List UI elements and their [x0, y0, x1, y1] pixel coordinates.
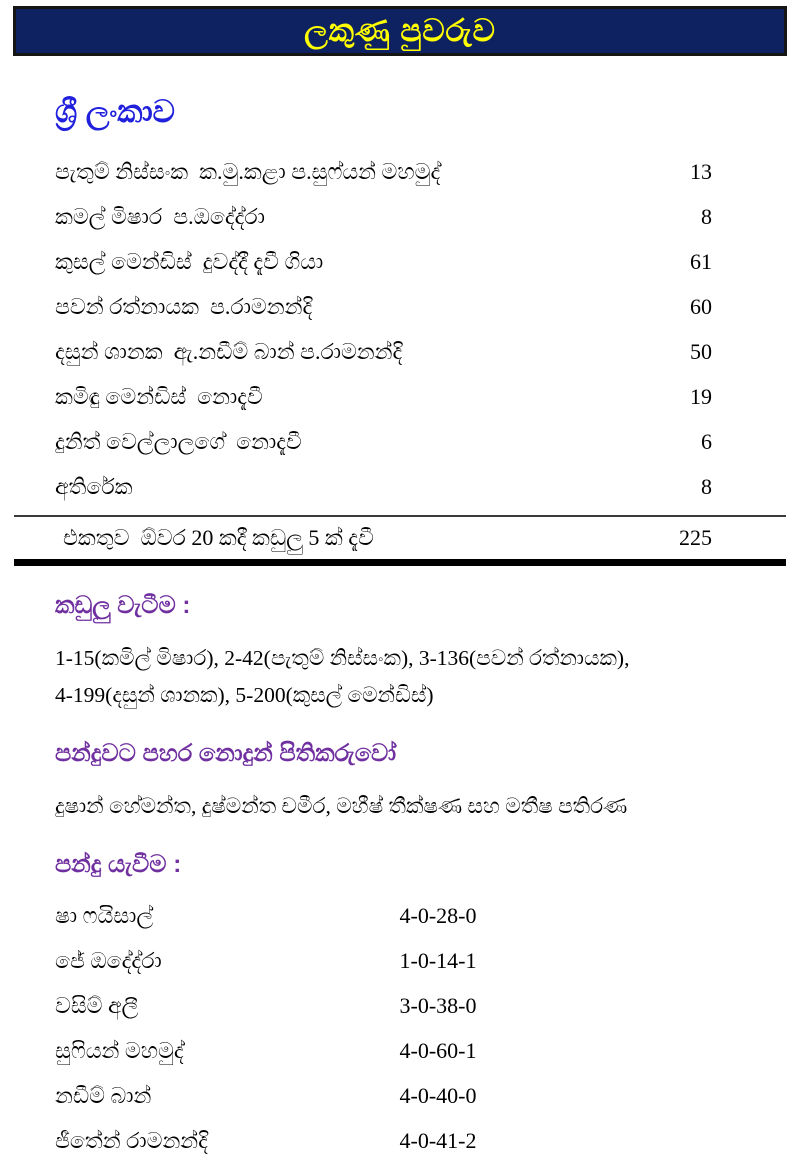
batting-row	[0, 329, 800, 374]
batsman-runs: 50	[690, 338, 712, 364]
batsman-runs: 61	[690, 248, 712, 274]
extras-runs: 8	[701, 473, 712, 499]
bowling-row	[0, 893, 800, 938]
bowling-row	[0, 1118, 800, 1163]
total-section	[14, 515, 786, 566]
batting-row-extras	[0, 464, 800, 509]
bowler-figures: 3-0-38-0	[399, 992, 477, 1018]
batsman-dismissal-text: පවන් රත්නායක ප.රාමනන්දි	[55, 293, 313, 319]
bowler-figures: 4-0-60-1	[399, 1037, 477, 1063]
fall-of-wickets-text	[55, 640, 745, 714]
bowling-row	[0, 938, 800, 983]
bowler-name: ෂා ෆයිසාල්	[55, 902, 154, 928]
batsman-dismissal-text: කුසල් මෙන්ඩිස් දුවද්දී දැවී ගියා	[55, 248, 324, 274]
batting-row	[0, 149, 800, 194]
batsman-dismissal-text: කමල් මිෂාර ප.ඔදේද්රා	[55, 203, 265, 229]
batsman-runs: 19	[690, 383, 712, 409]
bowling-row	[0, 983, 800, 1028]
bowler-name: සුෆියන් මහමුද්	[55, 1037, 184, 1063]
batting-row	[0, 419, 800, 464]
total-runs: 225	[679, 525, 712, 550]
batsman-dismissal-text: දුනිත් වෙල්ලාලගේ නොදැවී	[55, 428, 302, 454]
total-label: එකතුව ඕවර 20 කදී කඩුලු 5 ක් දැවී	[63, 525, 374, 550]
bowler-name: ජීතේන් රාමනන්දි	[55, 1127, 208, 1153]
bowler-figures: 4-0-40-0	[399, 1082, 477, 1108]
bowler-figures: 4-0-41-2	[399, 1127, 477, 1153]
bowling-scorecard	[0, 893, 800, 1163]
batting-row	[0, 284, 800, 329]
batting-scorecard	[0, 149, 800, 509]
scoreboard-header-bar	[13, 6, 787, 56]
did-not-bat-names: දුෂාන් හේමන්ත, දුෂ්මන්ත චමීර, මහීෂ් තීක්ෂණ සහ මතීෂ පතිරණ	[55, 794, 628, 818]
bowler-figures: 1-0-14-1	[399, 947, 477, 973]
bowling-row	[0, 1073, 800, 1118]
bowler-name: ජේ ඔදේද්රා	[55, 947, 162, 973]
fall-of-wickets-heading: කඩුලු වැටීම :	[55, 592, 191, 619]
batsman-runs: 6	[701, 428, 712, 454]
extras-label: අතිරේක	[55, 473, 133, 499]
fall-of-wickets-line-2: 4-199(දසුන් ශානක), 5-200(කුසල් මෙන්ඩිස්)	[55, 683, 434, 707]
batting-row	[0, 239, 800, 284]
batsman-runs: 13	[690, 158, 712, 184]
fall-of-wickets-line-1: 1-15(කමිල් මිෂාර), 2-42(පැතුම් නිස්සංක), 3-136(පවන් රත්නායක),	[55, 646, 630, 670]
bowler-name: නඩීම් බාන්	[55, 1082, 152, 1108]
batsman-runs: 8	[701, 203, 712, 229]
batting-row	[0, 374, 800, 419]
batsman-dismissal-text: කමිඳු මෙන්ඩිස් නොදැවී	[55, 383, 263, 409]
total-row	[14, 517, 786, 559]
batsman-runs: 60	[690, 293, 712, 319]
batsman-dismissal-text: පැතුම් නිස්සංක ක.මු.කළා ප.සුෆ්යන් මහමුද්	[55, 158, 441, 184]
did-not-bat-heading: පන්දුවට පහර නොදුන් පිතිකරුවෝ	[55, 740, 397, 767]
batting-row	[0, 194, 800, 239]
bowler-name: වසිම් අලී	[55, 992, 139, 1018]
bowler-figures: 4-0-28-0	[399, 902, 477, 928]
batsman-dismissal-text: දසුන් ශානක ඇ.නඩීම් බාන් ප.රාමනන්දි	[55, 338, 403, 364]
team-name-heading: ශ්‍රී ලංකාව	[55, 94, 175, 129]
page-title: ලකුණු පුවරුව	[304, 12, 496, 48]
bowling-heading: පන්දු යැවීම :	[55, 851, 182, 878]
bowling-row	[0, 1028, 800, 1073]
